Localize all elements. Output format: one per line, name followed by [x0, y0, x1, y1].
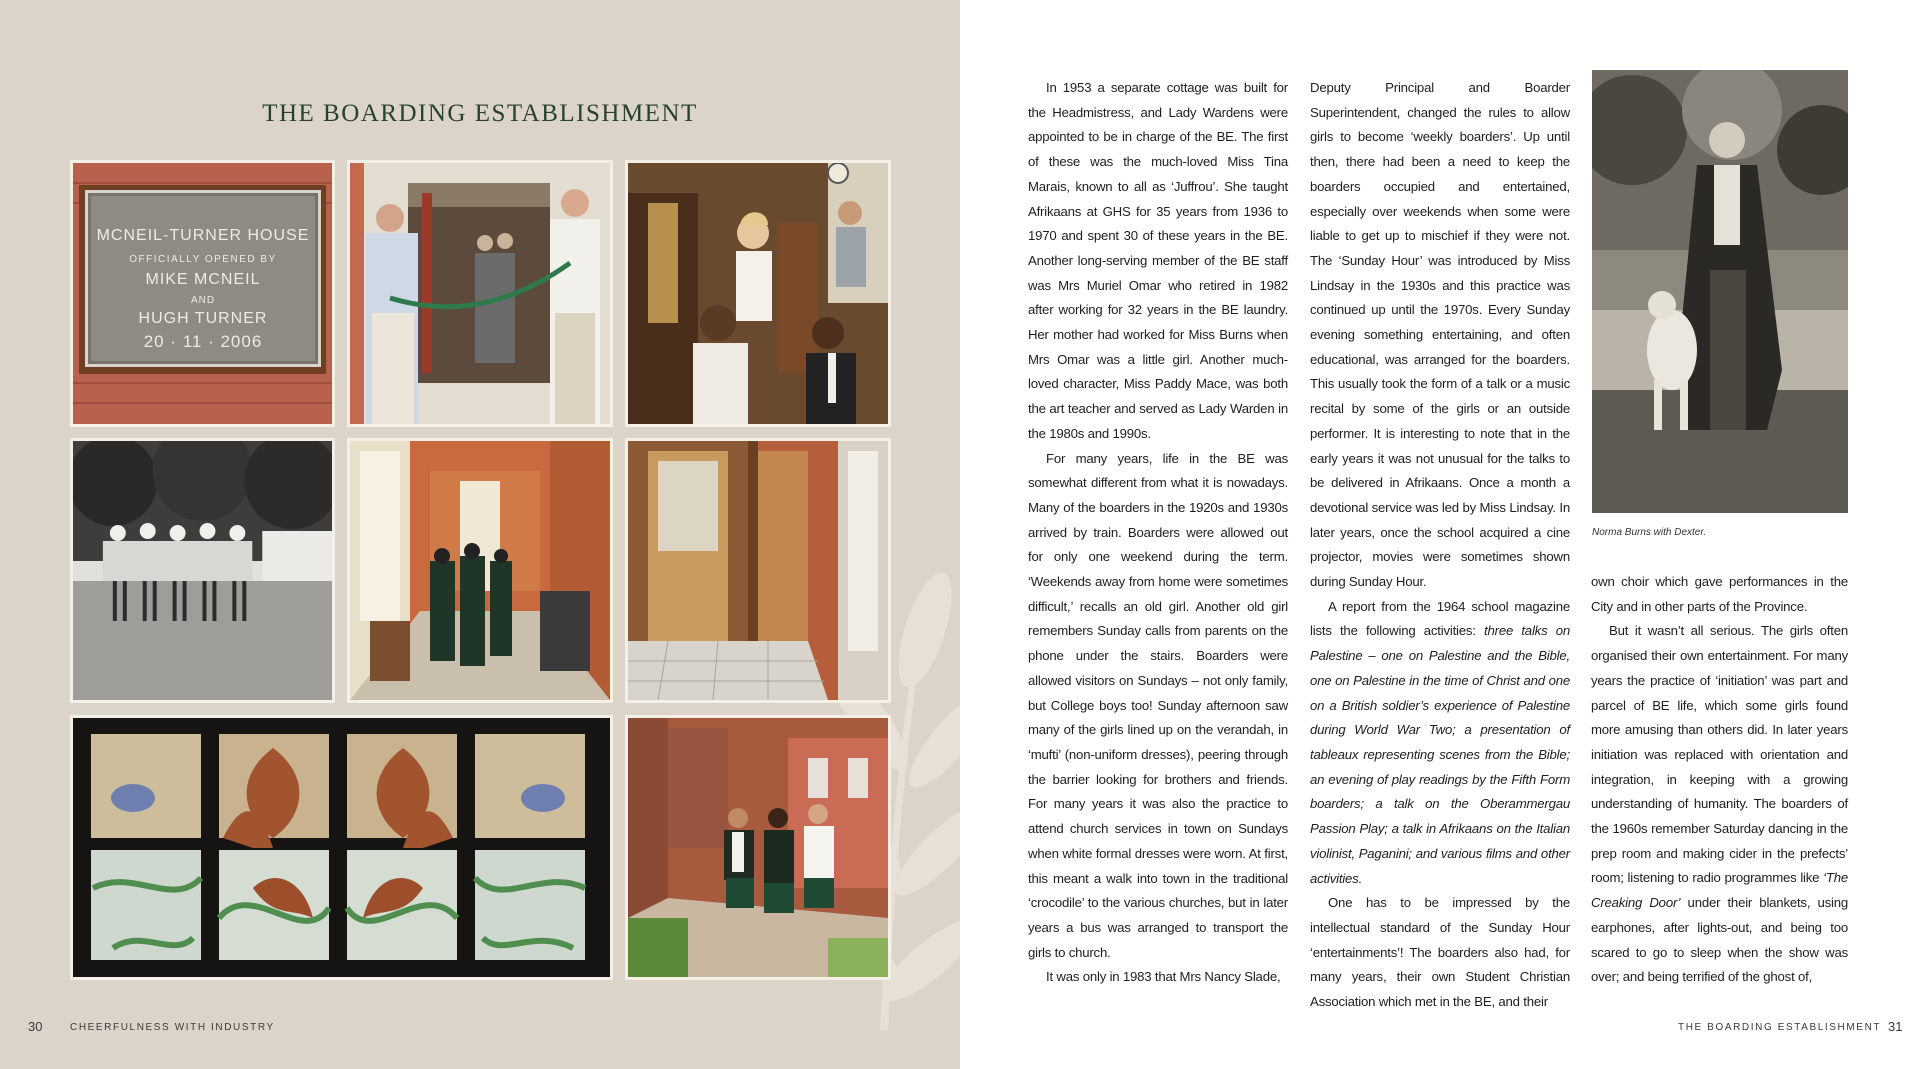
plaque-line-4: AND	[190, 295, 216, 306]
photo-antiques-room	[625, 160, 891, 427]
photo-norma-burns	[1592, 70, 1848, 513]
photo-girls-on-wall	[70, 438, 335, 703]
paragraph-text: But it wasn’t all serious. The girls often organised their own entertainment. For many years the practice of ‘initiation’ was part and parcel of BE life, which some girls found more amusing than others did. In later years initiation was replaced with orientation and integration, in keeping with a growing understanding of humanity. The boarders of the 1960s remember Saturday dancing in the prep room and making cider in the prefects’ room; listening to radio programmes like	[1591, 623, 1848, 886]
left-page-number: 30	[28, 1019, 43, 1034]
left-running-head: CHEERFULNESS WITH INDUSTRY	[70, 1022, 275, 1033]
paragraph-lead: A report from the 1964 school magazine lists the following activities:	[1310, 598, 1570, 639]
photo-girls-walking	[625, 715, 891, 980]
right-page	[960, 0, 1920, 1069]
right-page-number: 31	[1888, 1019, 1903, 1034]
paragraph: One has to be impressed by the intellectual standard of the Sunday Hour ‘entertainments’! The boarders also had, for many years, their own Student Christian Association which met in the BE, and their	[1310, 895, 1570, 1010]
girls-on-wall-graphic	[73, 441, 332, 700]
activities-list: three talks on Palestine – one on Palestine and the Bible, one on Palestine in the time of Christ and one on a British soldier’s experience of Palestine during World War Two; a presentation of tableaux representing scenes from the Bible; an evening of play readings by the Fifth Form boarders; a talk on the Oberammergau Passion Play; a talk in Afrikaans on the Italian violinist, Paganini; and various films and other activities.	[1310, 623, 1570, 886]
ribbon-cutting-graphic	[350, 163, 610, 424]
plaque-line-2: OFFICIALLY OPENED BY	[129, 254, 277, 265]
paragraph	[1310, 595, 1570, 891]
page-title: THE BOARDING ESTABLISHMENT	[262, 100, 698, 127]
paragraph	[1591, 619, 1848, 990]
stained-glass-graphic	[73, 718, 610, 977]
photo-ribbon-cutting	[347, 160, 613, 427]
programme-title: ‘The Creaking Door’	[1591, 870, 1848, 911]
plaque-line-6: 20 · 11 · 2006	[143, 332, 263, 351]
plaque-line-3: MIKE MCNEIL	[145, 271, 261, 288]
norma-burns-graphic	[1592, 70, 1848, 513]
plaque	[85, 190, 321, 367]
photo-corridor	[347, 438, 613, 703]
corridor-graphic	[350, 441, 610, 700]
doorway-graphic	[628, 441, 888, 700]
text-column-2	[1310, 76, 1570, 1015]
paragraph: own choir which gave performances in the City and in other parts of the Province.	[1591, 574, 1848, 614]
plaque-line-5: HUGH TURNER	[138, 310, 268, 327]
right-running-head: THE BOARDING ESTABLISHMENT	[1678, 1022, 1882, 1033]
paragraph: In 1953 a separate cottage was built for the Headmistress, and Lady Wardens were appointed to be in charge of the BE. The first of these was the much-loved Miss Tina Marais, known to all as ‘Juffrou’. She taught Afrikaans at GHS for 35 years from 1936 to 1970 and spent 30 of these years in the BE. Another long-serving member of the BE staff was Mrs Muriel Omar who retired in 1982 after working for 32 years in the BE laundry. Her mother had worked for Miss Burns when Mrs Omar was a little girl. Another much-loved character, Miss Paddy Mace, was both the art teacher and served as Lady Warden in the 1980s and 1990s.	[1028, 80, 1288, 441]
text-column-3	[1591, 570, 1848, 990]
paragraph: For many years, life in the BE was somewhat different from what it is nowadays. Many of the boarders in the 1920s and 1930s arrived by train. Boarders were allowed out for only one weekend during the term. ‘Weekends away from home were sometimes difficult,’ recalls an old girl. Another old girl remembers Sunday calls from parents on the phone under the stairs. Boarders were allowed visitors on Sundays – not only family, but College boys too! Sunday afternoon saw many of the girls lined up on the verandah, in ‘mufti’ (non-uniform dresses), peering through the barrier looking for brothers and friends. For many years it was also the practice to attend church services in town on Sundays when white formal dresses were worn. At first, this meant a walk into town in the traditional ‘crocodile’ to the various churches, but in later years a bus was arranged to transport the girls to church.	[1028, 450, 1288, 960]
paragraph: Deputy Principal and Boarder Superintendent, changed the rules to allow girls to become ‘weekly boarders’. Up until then, there had been a need to keep the boarders occupied and entertained, especially over weekends when some were liable to get up to mischief if they were not. The ‘Sunday Hour’ was introduced by Miss Lindsay in the 1930s and this practice was continued up until the 1970s. Every Sunday evening something entertaining, and often educational, was arranged for the boarders. This usually took the form of a talk or a music recital by some of the girls or an outside performer. It is interesting to note that in the early years it was not unusual for the talks to be delivered in Afrikaans. Once a month a devotional service was led by Miss Lindsay. In later years, once the school acquired a cine projector, movies were sometimes shown during Sunday Hour.	[1310, 80, 1570, 590]
photo-doorway	[625, 438, 891, 703]
plaque-line-1: MCNEIL-TURNER HOUSE	[96, 227, 310, 244]
photo-stained-glass	[70, 715, 613, 980]
text-column-1	[1028, 76, 1288, 990]
paragraph-text: under their blankets, using earphones, after lights-out, and being too scared to go to sleep when the show was over; and being terrified of the ghost of,	[1591, 895, 1848, 985]
paragraph: It was only in 1983 that Mrs Nancy Slade,	[1046, 969, 1281, 985]
girls-walking-graphic	[628, 718, 888, 977]
photo-caption: Norma Burns with Dexter.	[1592, 527, 1707, 538]
antiques-room-graphic	[628, 163, 888, 424]
photo-plaque	[70, 160, 335, 427]
